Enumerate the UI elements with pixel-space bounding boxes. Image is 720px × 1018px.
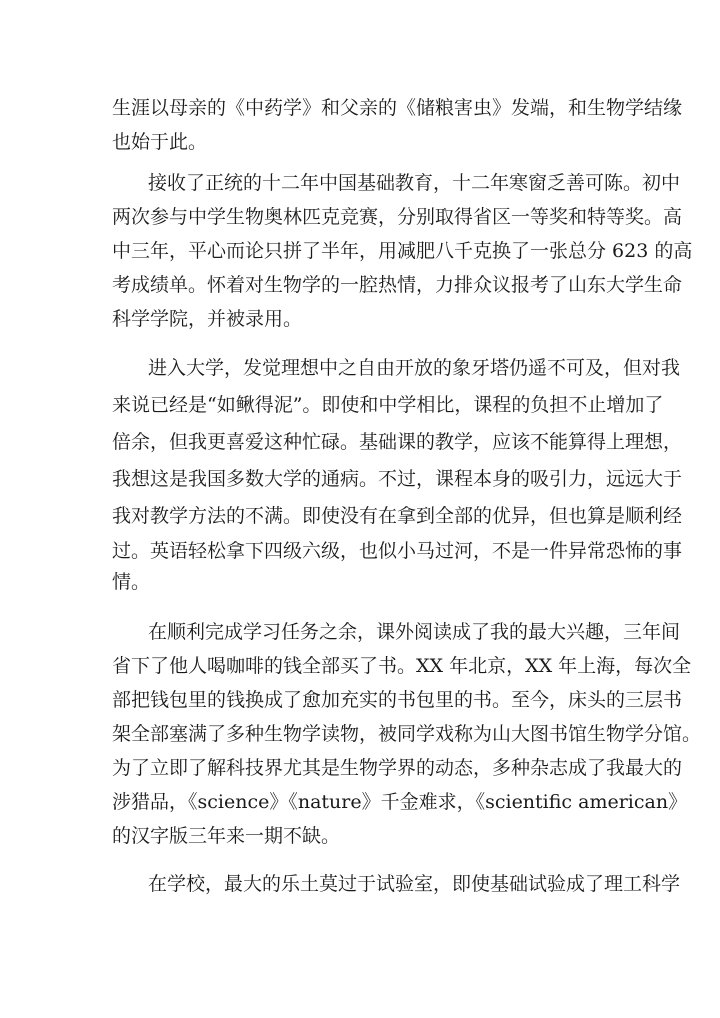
paragraph-2-line-5: 科学学院，并被录用。 [112,308,303,330]
paragraph-3-line-6: 过。英语轻松拿下四级六级，也似小马过河，不是一件异常恐怖的事 [112,540,683,562]
paragraph-3-line-1: 进入大学，发觉理想中之自由开放的象牙塔仍遥不可及，但对我 [148,357,681,379]
paragraph-2-line-1: 接收了正统的十二年中国基础教育，十二年寒窗乏善可陈。初中 [148,172,681,194]
paragraph-4-line-7: 的汉字版三年来一期不缺。 [112,825,341,847]
paragraph-3-line-4: 我想这是我国多数大学的通病。不过，课程本身的吸引力，远远大于 [112,468,683,490]
paragraph-2-line-4: 考成绩单。怀着对生物学的一腔热情，力排众议报考了山东大学生命 [112,274,683,296]
paragraph-1-line-1: 生涯以母亲的《中药学》和父亲的《储粮害虫》发端，和生物学结缘 [112,97,683,119]
paragraph-1-line-2: 也始于此。 [112,131,208,153]
paragraph-4-line-5: 为了立即了解科技界尤其是生物学界的动态，多种杂志成了我最大的 [112,757,683,779]
paragraph-4-line-1: 在顺利完成学习任务之余，课外阅读成了我的最大兴趣，三年间 [148,621,681,643]
paragraph-2-line-2: 两次参与中学生物奥林匹克竞赛，分别取得省区一等奖和特等奖。高 [112,206,683,228]
paragraph-3-line-7: 情。 [112,571,151,593]
paragraph-3-line-3: 倍余，但我更喜爱这种忙碌。基础课的教学，应该不能算得上理想， [112,431,683,453]
paragraph-4-line-3: 部把钱包里的钱换成了愈加充实的书包里的书。至今，床头的三层书 [112,689,683,711]
paragraph-3-line-2: 来说已经是“如鳅得泥”。即使和中学相比，课程的负担不止增加了 [112,394,664,416]
paragraph-3-line-5: 我对教学方法的不满。即使没有在拿到全部的优异，但也算是顺利经 [112,505,683,527]
paragraph-2-line-3: 中三年，平心而论只拼了半年，用减肥八千克换了一张总分 623 的高 [112,240,693,262]
paragraph-4-line-6: 涉猎品，《science》《nature》千金难求，《scientific american》 [112,791,688,813]
paragraph-4-line-2: 省下了他人喝咖啡的钱全部买了书。XX 年北京，XX 年上海，每次全 [112,655,692,677]
paragraph-4-line-4: 架全部塞满了多种生物学读物，被同学戏称为山大图书馆生物学分馆。 [112,723,702,745]
paragraph-5-line-1: 在学校，最大的乐土莫过于试验室，即使基础试验成了理工科学 [148,873,681,895]
